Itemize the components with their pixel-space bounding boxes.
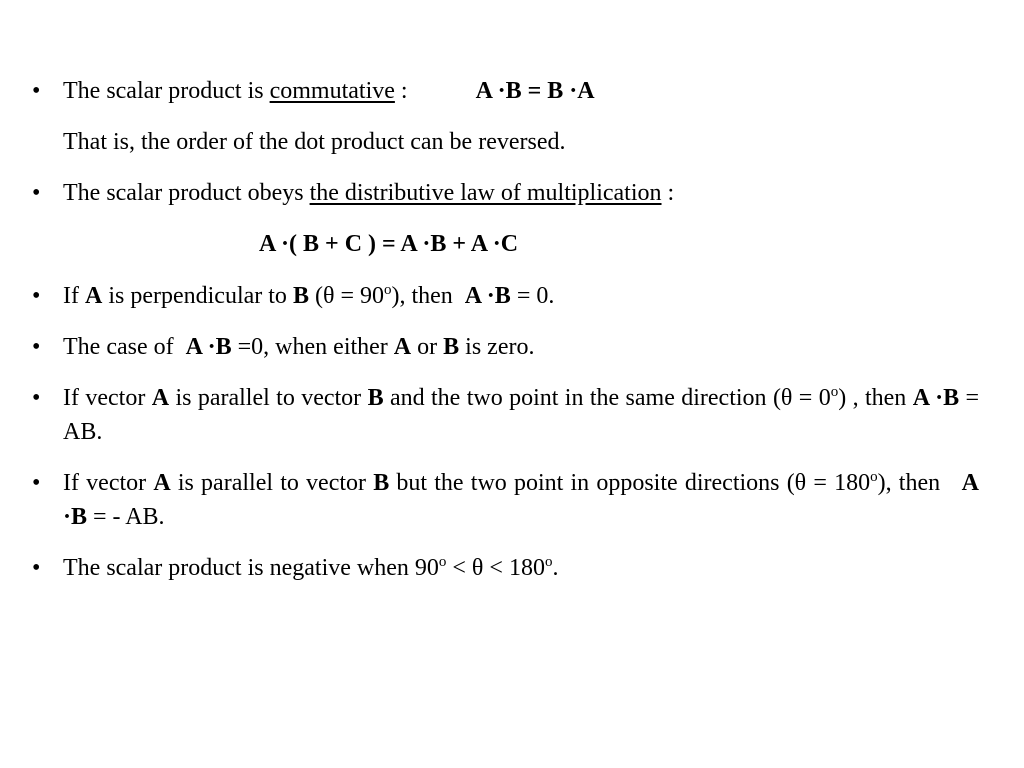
bullet-marker: •: [32, 334, 41, 360]
text-run: =0, when either: [231, 334, 394, 360]
degree-sup: o: [544, 554, 553, 570]
parallel-same-direction-statement: [63, 381, 979, 449]
commutative-statement: [63, 74, 595, 108]
text-run: (θ = 90: [308, 283, 384, 309]
vector-a: A: [153, 470, 171, 496]
vector-b: B: [367, 385, 384, 411]
text-run: = - AB.: [87, 504, 165, 530]
degree-sup: o: [870, 469, 878, 485]
text-run: and the two point in the same direction: [383, 385, 767, 411]
text-run: If: [63, 283, 85, 309]
perpendicular-statement: [63, 279, 554, 313]
text-run: If vector: [63, 470, 154, 496]
distributive-post: :: [661, 180, 675, 206]
dot-product: A ·B: [912, 385, 960, 411]
commutative-post: :: [394, 78, 408, 104]
vector-b: B: [373, 470, 390, 496]
distributive-statement: [63, 176, 674, 210]
text-run: is zero.: [459, 334, 535, 360]
bullet-marker: •: [32, 555, 41, 581]
text-run: < θ < 180: [446, 555, 545, 581]
dot-product: A ·B: [63, 470, 979, 530]
distributive-pre: The scalar product obeys: [63, 180, 310, 206]
text-run: ) , then: [838, 385, 913, 411]
text-run: = AB.: [63, 385, 980, 445]
vector-a: A: [393, 334, 412, 360]
degree-sup: o: [438, 554, 447, 570]
bullet-marker: •: [32, 180, 41, 206]
text-run: .: [552, 555, 559, 581]
vector-b: B: [443, 334, 460, 360]
text-run: ), then: [391, 283, 459, 309]
negative-product-statement: [63, 551, 558, 585]
text-run: (θ = 180: [786, 470, 871, 496]
vector-b: B: [292, 283, 309, 309]
degree-sup: o: [383, 282, 392, 298]
text-run: = 0.: [510, 283, 555, 309]
text-run: The case of: [63, 334, 180, 360]
bullet-marker: •: [32, 283, 41, 309]
commutative-pre: The scalar product is: [63, 78, 270, 104]
commutative-equation: A ·B = B ·A: [475, 78, 595, 104]
text-run: The scalar product is negative when 90: [63, 555, 439, 581]
vector-a: A: [84, 283, 103, 309]
distributive-equation: A ·( B + C ) = A ·B + A ·C: [259, 231, 519, 257]
text-run: (θ = 0: [772, 385, 831, 411]
zero-case-statement: [63, 330, 534, 364]
bullet-marker: •: [32, 470, 41, 496]
dot-product: A ·B: [464, 283, 511, 309]
commutative-term: commutative: [269, 78, 395, 104]
text-run: ), then: [877, 470, 948, 496]
text-run: is perpendicular to: [102, 283, 293, 309]
distributive-term: the distributive law of multiplication: [309, 180, 662, 206]
parallel-opposite-direction-statement: [63, 466, 979, 534]
text-run: If vector: [63, 385, 152, 411]
reversal-note: That is, the order of the dot product can be reversed.: [63, 129, 566, 155]
text-run: is parallel to vector: [169, 385, 368, 411]
vector-a: A: [151, 385, 170, 411]
text-run: but the two point in opposite directions: [389, 470, 780, 496]
dot-product: A ·B: [185, 334, 232, 360]
text-run: is parallel to vector: [170, 470, 374, 496]
bullet-marker: •: [32, 78, 41, 104]
text-run: or: [411, 334, 444, 360]
bullet-marker: •: [32, 385, 41, 411]
degree-sup: o: [830, 384, 839, 400]
